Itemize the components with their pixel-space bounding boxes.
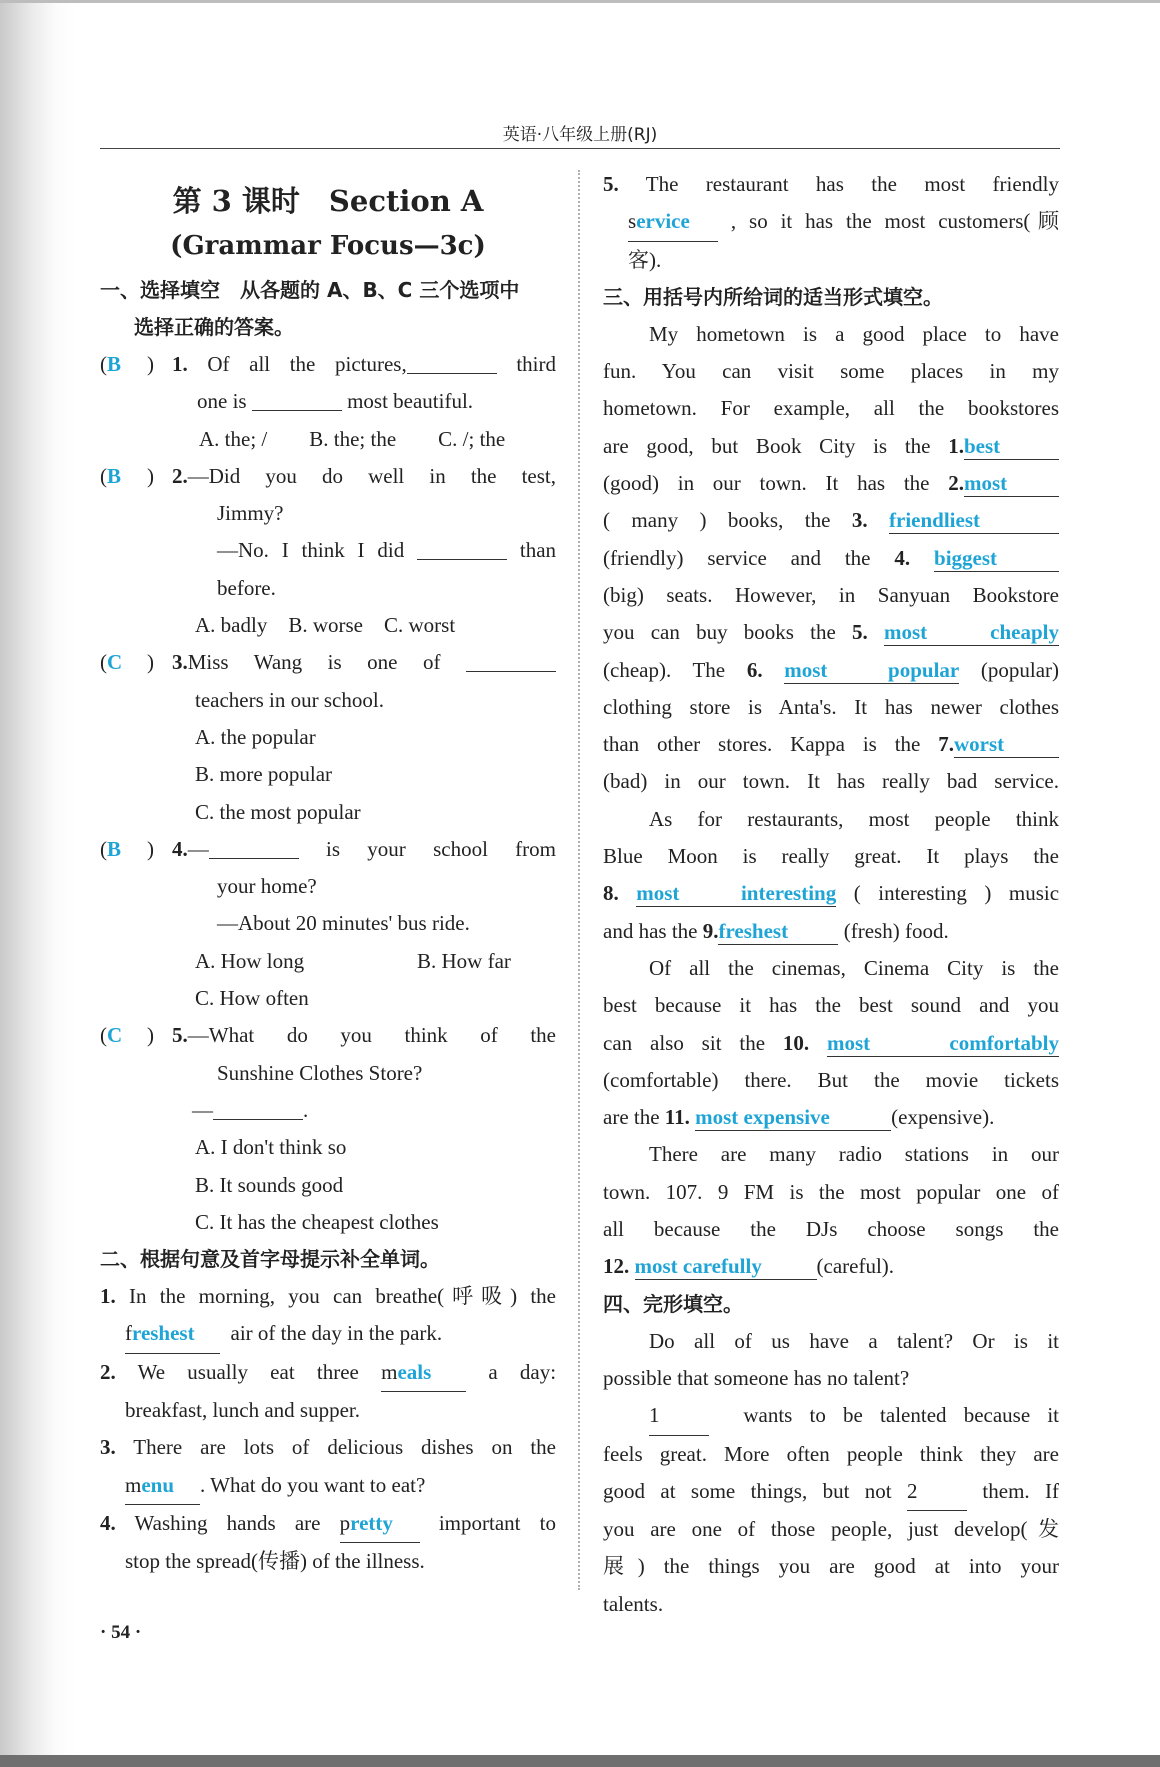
- blank-answer-4: biggest: [934, 545, 1059, 572]
- passage-line: Blue Moon is really great. It plays the: [603, 844, 1059, 869]
- left-column: [100, 178, 556, 1581]
- word-question-4: 4. Washing hands are pretty important to: [100, 1505, 556, 1543]
- word-fill-2: meals: [381, 1354, 466, 1392]
- blank-answer-3: friendliest: [889, 507, 1059, 534]
- blank-answer-10: most comfortably: [827, 1030, 1060, 1055]
- passage-line: (cheap). The 6. most popular (popular): [603, 657, 1060, 682]
- mc-question-4: (B ) 4.— is your school from: [100, 831, 556, 868]
- mc-option-3b: B. more popular: [195, 762, 333, 787]
- mc-question-5-reply: — .: [192, 1097, 309, 1122]
- answer-2: B: [107, 463, 122, 488]
- mc-option-3c: C. the most popular: [195, 799, 361, 824]
- passage-line: Of all the cinemas, Cinema City is the: [649, 955, 1059, 980]
- answer-5: C: [107, 1023, 123, 1048]
- lesson-title: 第 3 课时 Section A: [172, 184, 484, 218]
- blank-answer-7: worst: [954, 731, 1059, 758]
- mc-option-5c: C. It has the cheapest clothes: [195, 1209, 439, 1234]
- passage-line: There are many radio stations in our: [649, 1142, 1059, 1167]
- blank: [417, 537, 507, 560]
- blank-answer-11: most expensive: [695, 1104, 891, 1131]
- word-question-1: 1. In the morning, you can breathe(呼吸) the: [100, 1284, 557, 1309]
- passage-line: and has the 9.freshest (fresh) food.: [603, 918, 949, 943]
- blank-answer-1: best: [964, 433, 1059, 460]
- passage-line: town. 107. 9 FM is the most popular one of: [603, 1179, 1059, 1204]
- mc-options-4: A. How long B. How far: [195, 948, 511, 973]
- mc-question-4-cont: your home?: [217, 874, 317, 899]
- blank: [209, 836, 299, 859]
- passage-line: fun. You can visit some places in my: [603, 359, 1059, 384]
- passage-line: best because it has the best sound and you: [603, 993, 1059, 1018]
- passage-line: As for restaurants, most people think: [649, 806, 1059, 831]
- mc-question-5-cont: Sunshine Clothes Store?: [217, 1060, 423, 1085]
- answer-1: B: [107, 352, 122, 376]
- passage-line: than other stores. Kappa is the 7.worst: [603, 726, 1059, 763]
- blank-answer-12: most carefully: [635, 1253, 817, 1280]
- word-fill-4: pretty: [340, 1505, 420, 1543]
- part1-heading: 一、选择填空 从各题的 A、B、C 三个选项中 选择正确的答案。: [100, 278, 520, 339]
- cloze-blank-2: 2: [907, 1473, 967, 1511]
- mc-options-2: A. badly B. worse C. worst: [195, 613, 456, 638]
- running-header: 英语·八年级上册(RJ): [502, 125, 658, 145]
- cloze-line: Do all of us have a talent? Or is it: [649, 1328, 1059, 1353]
- lesson-subtitle: (Grammar Focus—3c): [170, 231, 486, 261]
- mc-question-4-reply: —About 20 minutes' bus ride.: [217, 911, 470, 936]
- passage-line: hometown. For example, all the bookstores: [603, 396, 1059, 421]
- passage-line: are good, but Book City is the 1.best: [603, 428, 1059, 465]
- passage-line: My hometown is a good place to have: [649, 321, 1059, 346]
- passage-line: (good) in our town. It has the 2.most: [603, 465, 1059, 502]
- blank: [213, 1097, 303, 1120]
- blank: [466, 649, 556, 672]
- passage-line: (big) seats. However, in Sanyuan Bookstore: [603, 582, 1059, 607]
- word-question-2: 2. We usually eat three meals a day:: [100, 1354, 556, 1392]
- passage-line: are the 11. most expensive (expensive).: [603, 1105, 995, 1130]
- mc-question-2-end: before.: [217, 575, 276, 600]
- passage-line: (friendly) service and the 4. biggest: [603, 540, 1059, 577]
- top-edge: [0, 0, 1160, 3]
- word-question-5-cont: service , so it has the most customers(顾: [603, 203, 1059, 241]
- mc-option-4c: C. How often: [195, 986, 309, 1011]
- passage-line: 8. most interesting ( interesting ) music: [603, 881, 1060, 906]
- answer-3: C: [107, 650, 123, 675]
- word-question-5: 5. The restaurant has the most friendly: [603, 172, 1060, 196]
- mc-question-1-cont: one is most beautiful.: [197, 389, 474, 414]
- blank: [407, 351, 497, 374]
- part3-heading: 三、用括号内所给词的适当形式填空。: [603, 284, 943, 309]
- word-question-5-end: 客).: [628, 247, 662, 272]
- passage-line: all because the DJs choose songs the: [603, 1217, 1059, 1242]
- cloze-line: talents.: [603, 1591, 664, 1616]
- part4-heading: 四、完形填空。: [603, 1291, 743, 1316]
- mc-question-2-cont: Jimmy?: [217, 501, 284, 526]
- mc-option-3a: A. the popular: [195, 724, 316, 749]
- passage-line: you can buy books the 5. most cheaply: [603, 620, 1060, 645]
- blank-answer-5: most cheaply: [884, 620, 1060, 645]
- passage-line: 12. most carefully (careful).: [603, 1254, 895, 1279]
- answer-4: B: [107, 836, 122, 861]
- word-question-3-cont: menu . What do you want to eat?: [100, 1467, 556, 1505]
- mc-question-2: (B ) 2.—Did you do well in the test,: [100, 458, 556, 495]
- mc-question-3-cont: teachers in our school.: [195, 687, 384, 712]
- header-rule: [100, 148, 1060, 149]
- mc-question-2-reply: —No. I think I did than: [217, 538, 557, 563]
- passage-line: (comfortable) there. But the movie tickets: [603, 1067, 1059, 1092]
- mc-options-1: A. the; / B. the; the C. /; the: [199, 426, 506, 451]
- blank-answer-8: most interesting: [636, 881, 837, 906]
- blank-answer-9: freshest: [718, 918, 838, 945]
- word-question-1-cont: freshest air of the day in the park.: [100, 1315, 556, 1353]
- word-question-2-cont: breakfast, lunch and supper.: [125, 1398, 361, 1423]
- cloze-line: good at some things, but not 2 them. If: [603, 1473, 1059, 1511]
- word-fill-1: freshest: [125, 1315, 220, 1353]
- passage-line: (bad) in our town. It has really bad service.: [603, 769, 1059, 794]
- column-divider: [578, 170, 580, 1590]
- cloze-blank-1: 1: [649, 1397, 709, 1435]
- cloze-line: feels great. More often people think they are: [603, 1441, 1059, 1466]
- cloze-line: 1 wants to be talented because it: [603, 1397, 1059, 1435]
- mc-option-5a: A. I don't think so: [195, 1135, 347, 1160]
- right-column: [603, 166, 1059, 1623]
- cloze-line: 展) the things you are good at into your: [603, 1554, 1059, 1579]
- cloze-line: you are one of those people, just develop(发: [603, 1517, 1059, 1542]
- mc-question-3: (C ) 3.Miss Wang is one of: [100, 644, 556, 681]
- passage-line: ( many ) books, the 3. friendliest: [603, 502, 1059, 539]
- word-question-4-cont: stop the spread(传播) of the illness.: [125, 1549, 425, 1574]
- cloze-line: possible that someone has no talent?: [603, 1365, 910, 1390]
- part2-heading: 二、根据句意及首字母提示补全单词。: [100, 1247, 440, 1272]
- mc-option-5b: B. It sounds good: [195, 1172, 344, 1197]
- passage-line: can also sit the 10. most comfortably: [603, 1030, 1060, 1055]
- page-number: · 54 ·: [100, 1622, 142, 1643]
- word-fill-3: menu: [125, 1467, 200, 1505]
- blank-answer-2: most: [964, 470, 1059, 497]
- mc-question-5: (C ) 5.—What do you think of the: [100, 1017, 556, 1054]
- mc-question-1: (B ) 1. Of all the pictures, third: [100, 346, 556, 383]
- blank-answer-6: most popular: [784, 657, 960, 682]
- passage-line: clothing store is Anta's. It has newer clothes: [603, 694, 1059, 719]
- word-question-3: 3. There are lots of delicious dishes on the: [100, 1435, 557, 1460]
- word-fill-5: service: [628, 203, 718, 241]
- bottom-edge: [0, 1755, 1160, 1767]
- blank: [252, 388, 342, 411]
